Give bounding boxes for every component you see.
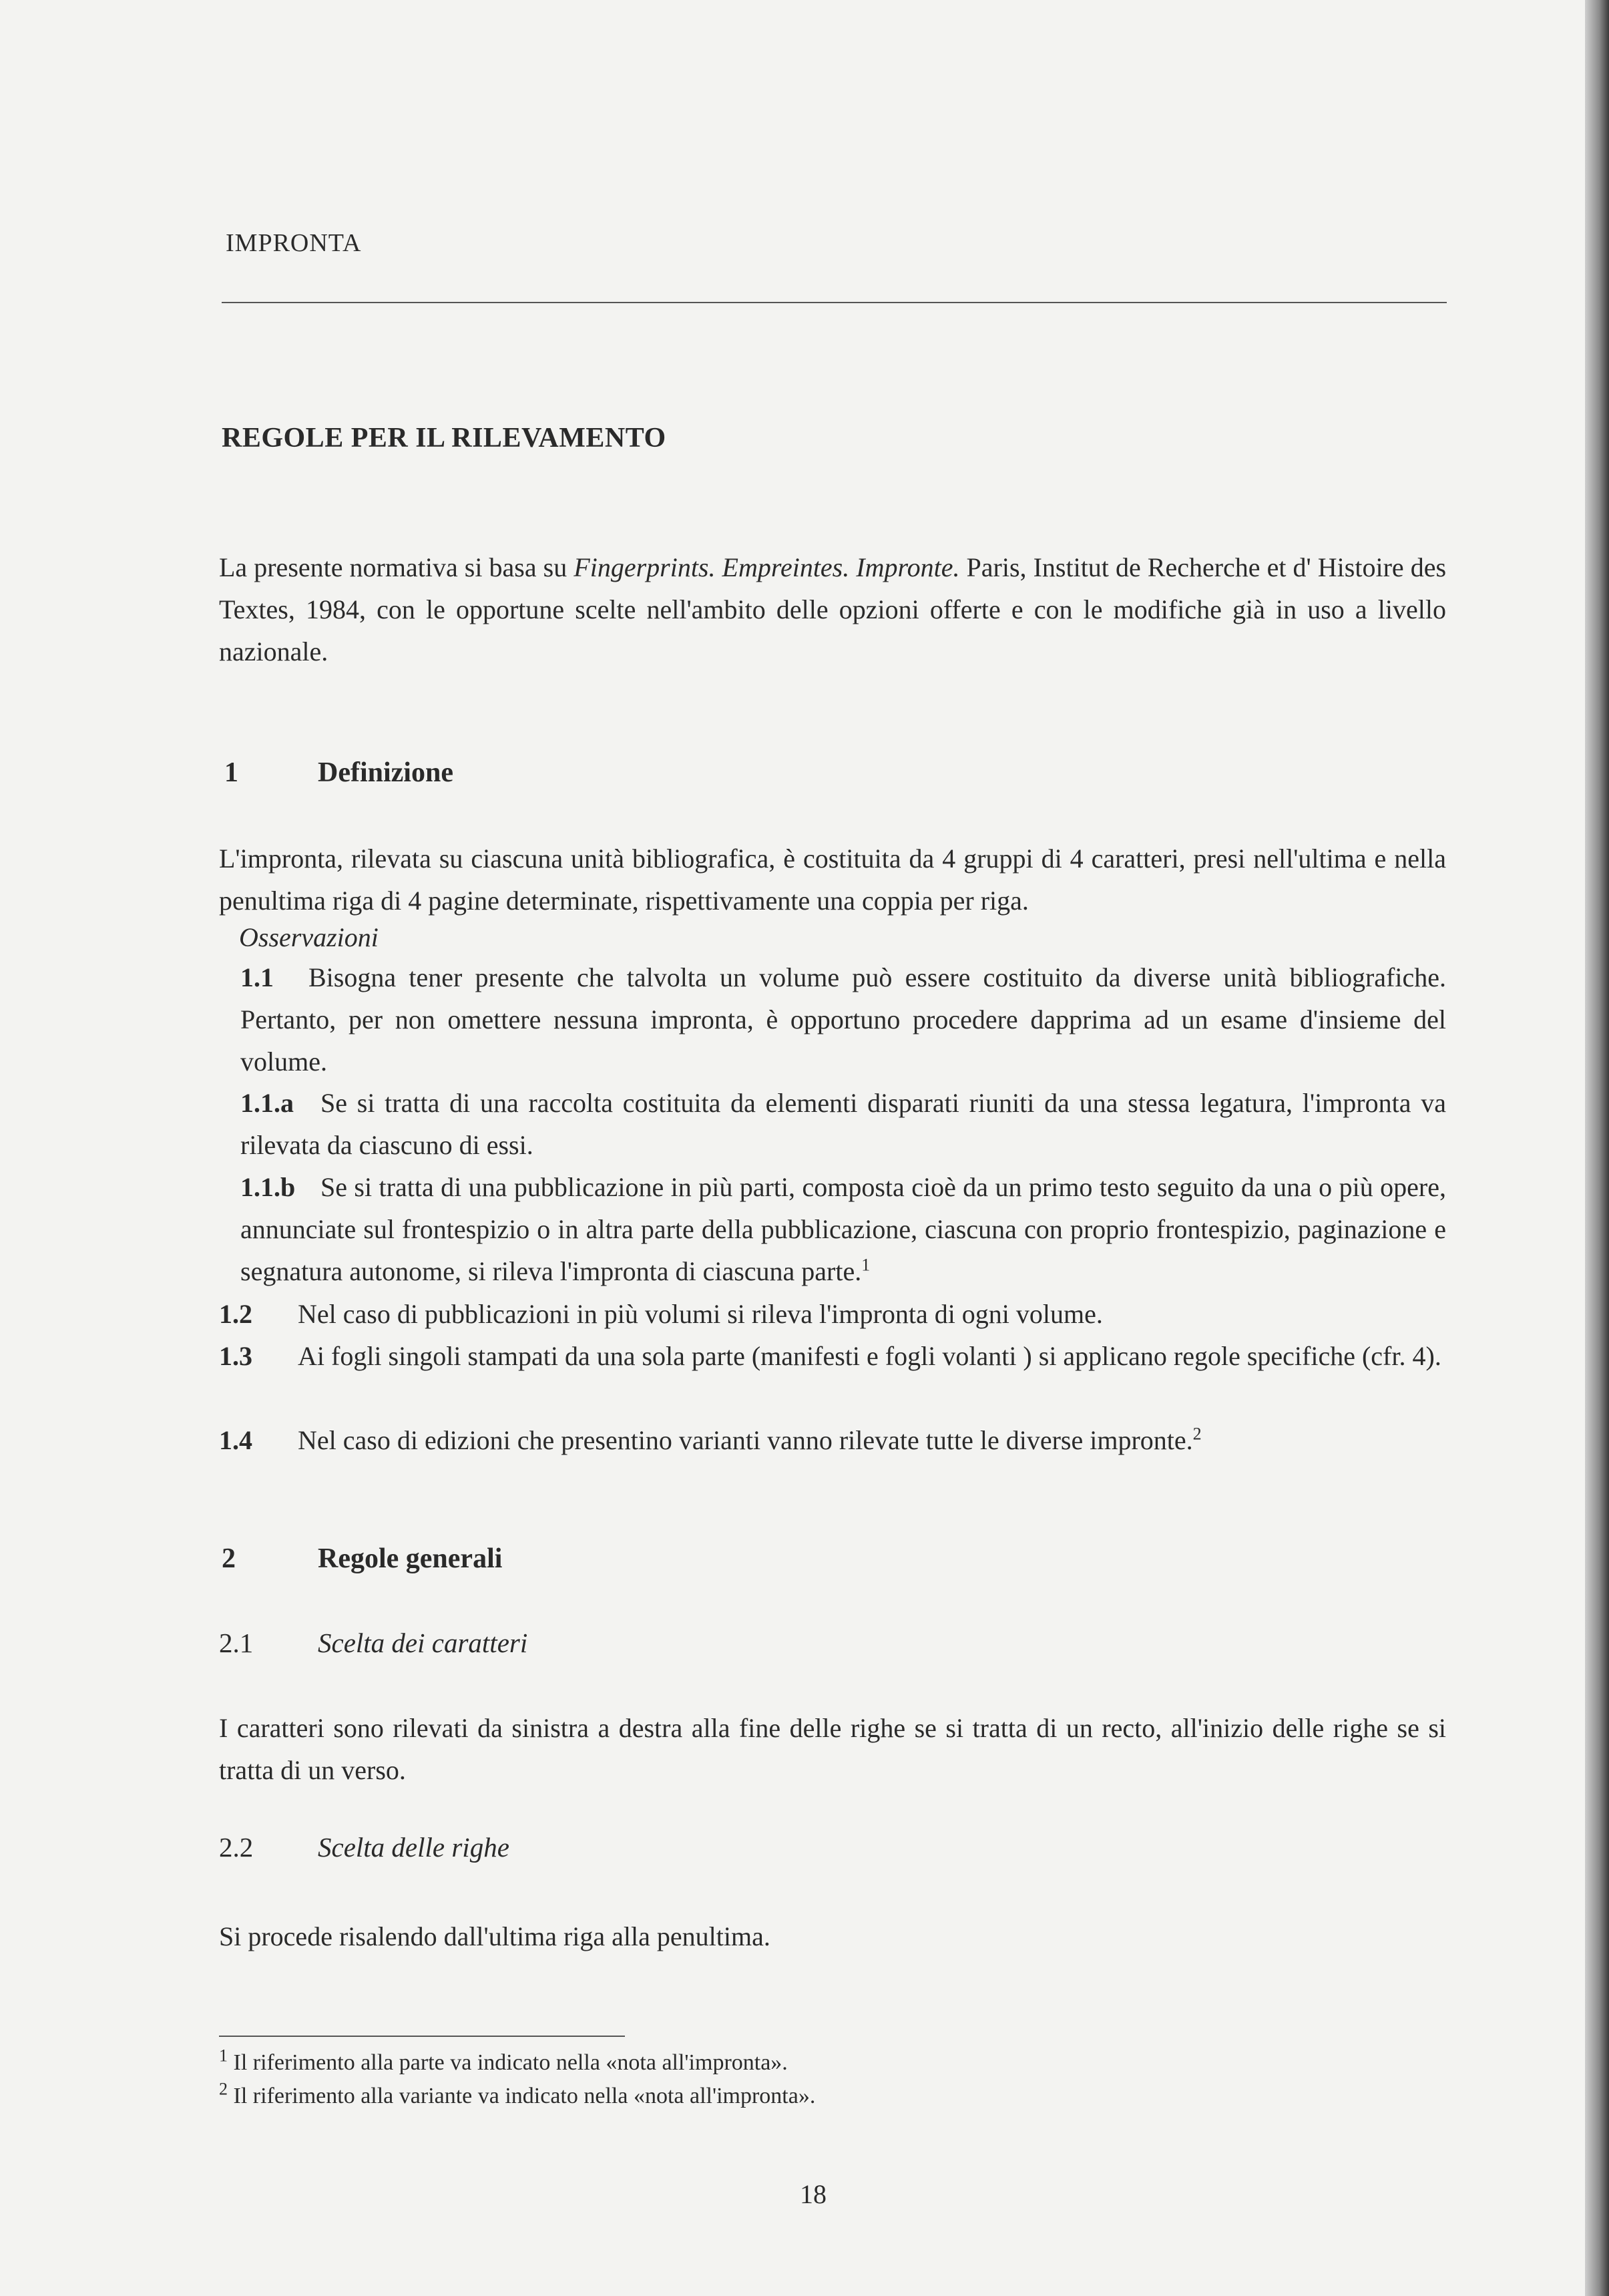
section-2-title: Regole generali bbox=[318, 1543, 503, 1574]
rule-1-4-text: Nel caso di edizioni che presentino varianti vanno rilevate tutte le diverse impronte. bbox=[298, 1425, 1193, 1455]
footnote-1 bbox=[219, 2048, 788, 2078]
subsection-2-2-title: Scelta delle righe bbox=[318, 1832, 509, 1863]
rule-1-1-b-text: Se si tratta di una pubblicazione in più parti, composta cioè da un primo testo seguito da una o più opere, annunciate sul frontespizio o in altra parte della pubblicazione, ciascuna con proprio frontespizio, paginazione e segnatura autonome, si rileva l'impronta di ciascuna parte. bbox=[240, 1172, 1446, 1286]
footnote-2-mark: 2 bbox=[219, 2079, 228, 2099]
intro-paragraph bbox=[219, 546, 1446, 673]
main-heading: REGOLE PER IL RILEVAMENTO bbox=[222, 423, 666, 453]
rule-1-2 bbox=[219, 1293, 1446, 1335]
page-number: 18 bbox=[800, 2179, 827, 2209]
rule-1-1-b-number: 1.1.b bbox=[240, 1172, 296, 1202]
rule-1-1-a-text: Se si tratta di una raccolta costituita da elementi disparati riuniti da una stessa legatura, l'impronta va rilevata da ciascuno di essi. bbox=[240, 1088, 1446, 1160]
subsection-2-1-number: 2.1 bbox=[219, 1628, 254, 1658]
footnote-2-text: Il riferimento alla variante va indicato nella «nota all'impronta». bbox=[233, 2084, 816, 2108]
rule-1-1-number: 1.1 bbox=[240, 962, 274, 992]
rule-1-1-a bbox=[240, 1082, 1446, 1166]
section-1-title: Definizione bbox=[318, 757, 453, 788]
section-1-definition: L'impronta, rilevata su ciascuna unità bibliografica, è costituita da 4 gruppi di 4 caratteri, presi nell'ultima e nella penultima riga di 4 pagine determinate, rispettivamente una coppia per riga. bbox=[219, 843, 1446, 916]
intro-text-pre: La presente normativa si basa su bbox=[219, 552, 574, 582]
rule-1-4 bbox=[219, 1419, 1446, 1461]
rule-1-1 bbox=[240, 956, 1446, 1083]
rule-1-1-b bbox=[240, 1166, 1446, 1292]
footnote-1-text: Il riferimento alla parte va indicato nella «nota all'impronta». bbox=[233, 2050, 788, 2075]
subsection-2-2-text: Si procede risalendo dall'ultima riga alla penultima. bbox=[219, 1921, 770, 1951]
subsection-2-1-text: I caratteri sono rilevati da sinistra a destra alla fine delle righe se si tratta di un recto, all'inizio delle righe se si tratta di un verso. bbox=[219, 1713, 1446, 1785]
intro-text-post: Paris, Institut de Recherche et d' Histoire des Textes, 1984, con le opportune scelte nell'ambito delle opzioni offerte e con le modifiche già in uso a livello nazionale. bbox=[219, 552, 1447, 666]
rule-1-1-a-number: 1.1.a bbox=[240, 1088, 294, 1118]
footnote-2 bbox=[219, 2081, 815, 2112]
section-2-number: 2 bbox=[222, 1543, 236, 1574]
rule-1-3-text: Ai fogli singoli stampati da una sola parte (manifesti e fogli volanti ) si applicano regole specifiche (cfr. 4). bbox=[298, 1341, 1441, 1371]
running-head: IMPRONTA bbox=[226, 229, 362, 257]
rule-1-3 bbox=[219, 1335, 1446, 1377]
header-rule bbox=[222, 302, 1447, 303]
footnote-rule bbox=[219, 2036, 625, 2037]
rule-1-3-number: 1.3 bbox=[219, 1341, 252, 1371]
rule-1-2-number: 1.2 bbox=[219, 1299, 252, 1329]
rule-1-2-text: Nel caso di pubblicazioni in più volumi si rileva l'impronta di ogni volume. bbox=[298, 1299, 1103, 1329]
footnote-ref-2[interactable]: 2 bbox=[1192, 1424, 1202, 1444]
rule-1-1-text: Bisogna tener presente che talvolta un volume può essere costituito da diverse unità bibliografiche. Pertanto, per non omettere nessuna impronta, è opportuno procedere dapprima ad un esame d'insieme del volume. bbox=[240, 962, 1446, 1077]
rule-1-4-number: 1.4 bbox=[219, 1425, 252, 1455]
page-binding-edge bbox=[1585, 0, 1609, 2296]
footnote-ref-1[interactable]: 1 bbox=[861, 1255, 871, 1275]
observations-label: Osservazioni bbox=[239, 922, 379, 952]
subsection-2-1-title: Scelta dei caratteri bbox=[318, 1628, 528, 1658]
intro-cited-title: Fingerprints. Empreintes. Impronte. bbox=[573, 552, 960, 582]
section-1-number: 1 bbox=[224, 757, 238, 788]
footnote-1-mark: 1 bbox=[219, 2046, 228, 2066]
subsection-2-2-number: 2.2 bbox=[219, 1832, 254, 1863]
